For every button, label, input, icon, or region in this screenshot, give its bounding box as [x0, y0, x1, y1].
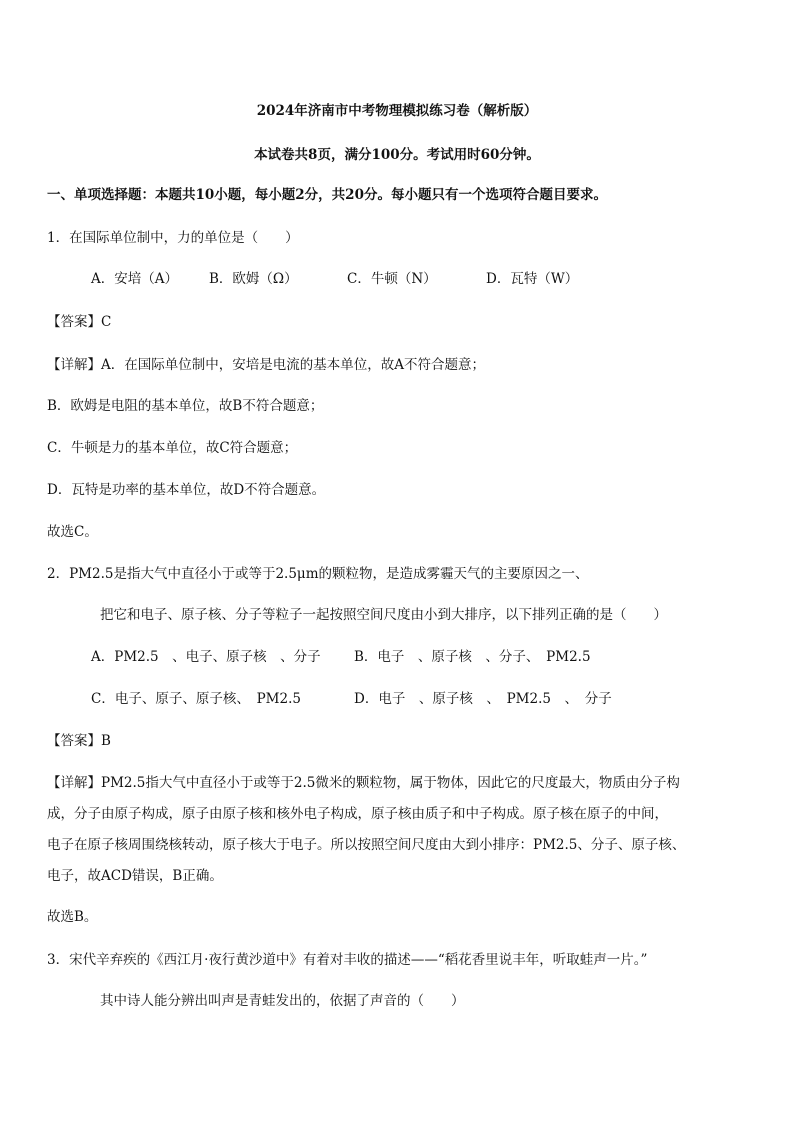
q1-stem: 1．在国际单位制中，力的单位是（ ）	[47, 230, 299, 246]
q2-detail-line: 电子在原子核周围绕核转动，原子核大于电子。所以按照空间尺度由大到小排序：PM2.5、分子、原子核、	[47, 837, 686, 853]
q2-option-c: C．电子、原子、原子核、 PM2.5	[91, 691, 301, 707]
q3-stem-line: 3．宋代辛弃疾的《西江月·夜行黄沙道中》有着对丰收的描述——“稻花香里说丰年，听取蛙声一片。”	[47, 952, 648, 968]
section-header: 一、单项选择题：本题共10小题，每小题2分，共20分。每小题只有一个选项符合题目要求。	[47, 187, 607, 203]
q1-answer: 【答案】C	[47, 314, 112, 330]
doc-subtitle: 本试卷共8页，满分100分。考试用时60分钟。	[254, 147, 540, 163]
q2-detail-line: 成，分子由原子构成，原子由原子核和核外电子构成，原子核由质子和中子构成。原子核在原子的中间，	[47, 806, 668, 822]
q1-option-d: D．瓦特（W）	[486, 271, 579, 287]
q2-choose: 故选B。	[47, 909, 98, 925]
q1-detail-line: B．欧姆是电阻的基本单位，故B不符合题意；	[47, 398, 324, 414]
q2-detail-line: 电子，故ACD错误，B正确。	[47, 868, 223, 884]
q2-option-d: D．电子 、原子核 、 PM2.5 、 分子	[354, 691, 612, 707]
q1-choose: 故选C。	[47, 524, 98, 540]
q2-detail-line: 【详解】PM2.5指大气中直径小于或等于2.5微米的颗粒物，属于物体，因此它的尺度最大，物质由分子构	[47, 775, 680, 791]
q2-stem-line: 把它和电子、原子核、分子等粒子一起按照空间尺度由小到大排序，以下排列正确的是（ ）	[100, 607, 667, 623]
q1-detail-line: 【详解】A．在国际单位制中，安培是电流的基本单位，故A不符合题意；	[47, 357, 485, 373]
q2-option-b: B．电子 、原子核 、分子、 PM2.5	[354, 649, 591, 665]
doc-title: 2024年济南市中考物理模拟练习卷（解析版）	[256, 103, 538, 119]
q2-stem-line: 2．PM2.5是指大气中直径小于或等于2.5μm的颗粒物，是造成雾霾天气的主要原因之一、	[47, 566, 589, 582]
q1-option-c: C．牛顿（N）	[347, 271, 437, 287]
q1-option-a: A．安培（A）	[91, 271, 178, 287]
q2-option-a: A．PM2.5 、电子、原子核 、分子	[91, 649, 321, 665]
q3-stem-line: 其中诗人能分辨出叫声是青蛙发出的，依据了声音的（ ）	[100, 993, 465, 1009]
q1-detail-line: D．瓦特是功率的基本单位，故D不符合题意。	[47, 482, 326, 498]
q1-option-b: B．欧姆（Ω）	[209, 271, 298, 287]
q1-detail-line: C．牛顿是力的基本单位，故C符合题意；	[47, 440, 298, 456]
q2-answer: 【答案】B	[47, 733, 111, 749]
